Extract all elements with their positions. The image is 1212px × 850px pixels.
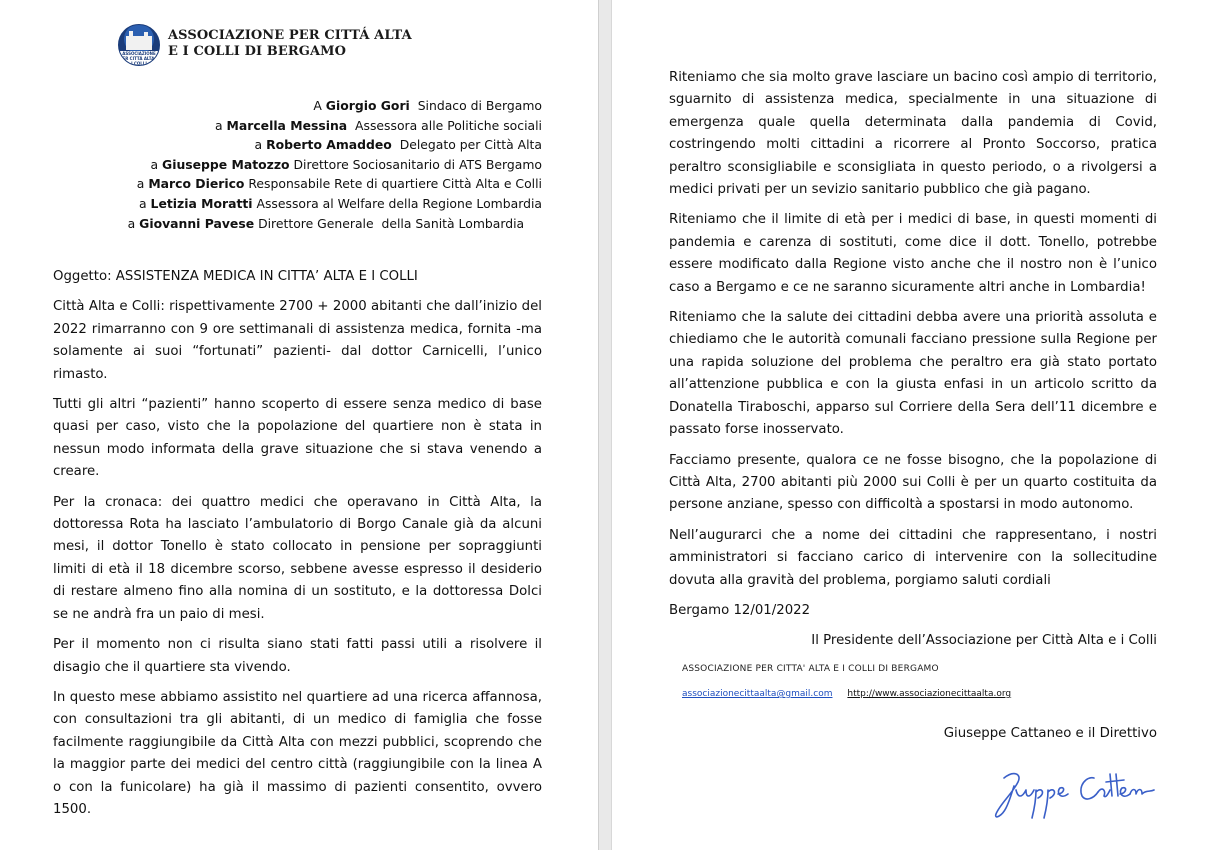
paragraph: In questo mese abbiamo assistito nel quartiere ad una ricerca affannosa, con consultazioni tra gli abitanti, di un medico di famiglia che fosse facilmente raggiungibile da Città Alta con mezzi pubblici, scoprendo che la maggior parte dei medici del centro città (raggiungibile con la linea A o con la funicolare) ha già il massimo di pazienti consentito, ovvero 1500. (53, 689, 542, 817)
recipient-name: Giuseppe Matozzo (162, 156, 290, 172)
recipient-line: a Giovanni Pavese Direttore Generale della Sanità Lombardia (127, 215, 532, 231)
page-divider (598, 0, 599, 850)
recipient-line: a Letizia Moratti Assessora al Welfare della Regione Lombardia (139, 195, 542, 211)
letterhead-title (168, 28, 412, 60)
paragraph: Riteniamo che il limite di età per i medici di base, in questi momenti di pandemia e carenza di sostituti, come dice il dott. Tonello, potrebbe essere modificato dalla Regione visto anche che il nostro non è l’unico caso a Bergamo e ce ne saranno sicuramente altri anche in Lombardia! (669, 212, 1157, 295)
letter-body-right (669, 67, 1157, 653)
paragraph: Riteniamo che la salute dei cittadini debba avere una priorità assoluta e chiediamo che le autorità comunali facciano pressione sulla Regione per una rapida soluzione del problema che peraltro era già stato portato all’attenzione pubblica e con la giusta enfasi in un articolo scritto da Donatella Tiraboschi, apparso sul Corriere della Sera dell’11 dicembre e passato forse inosservato. (669, 310, 1157, 438)
recipient-line: a Marcella Messina Assessora alle Politiche sociali (214, 117, 542, 133)
paragraph: Per la cronaca: dei quattro medici che operavano in Città Alta, la dottoressa Rota ha lasciato l’ambulatorio di Borgo Canale già da alcuni mesi, il dottor Tonello è stato collocato in pensione per sopraggiunti limiti di età il 18 dicembre scorso, sebbene avesse espresso il desiderio di restare almeno fino alla nomina di un sostituto, e la dottoressa Dolci se ne andrà fra un paio di mesi. (53, 494, 542, 622)
document-page-2 (612, 0, 1212, 850)
paragraph: Nell’augurarci che a nome dei cittadini che rappresentano, i nostri amministratori si facciano carico di intervenire con la sollecitudine dovuta alla gravità del problema, porgiamo saluti cordiali (669, 527, 1157, 588)
recipients-block (128, 96, 542, 233)
paragraph: Per il momento non ci risulta siano stati fatti passi utili a risolvere il disagio che il quartiere sta vivendo. (53, 637, 542, 675)
letterhead (118, 24, 412, 66)
president-line: Il Presidente dell’Associazione per Città Alta e i Colli (811, 633, 1157, 649)
recipient-line: a Roberto Amaddeo Delegato per Città Alta (254, 137, 542, 153)
logo-text: ASSOCIAZIONE PER CITTÁ ALTA E I COLLI (119, 51, 159, 66)
paragraph: Città Alta e Colli: rispettivamente 2700 + 2000 abitanti che dall’inizio del 2022 rimarranno con 9 ore settimanali di assistenza medica, fornita -ma solamente ai suoi “fortunati” pazienti- dal dottor Carnicelli, l’unico rimasto. (53, 299, 542, 382)
document-page-1 (0, 0, 598, 850)
letter-body-left (53, 266, 542, 829)
handwritten-signature (990, 764, 1170, 824)
recipient-name: Roberto Amaddeo (266, 137, 392, 153)
recipient-name: Letizia Moratti (150, 195, 253, 211)
association-logo-icon (118, 24, 160, 66)
footer-organization: ASSOCIAZIONE PER CITTA' ALTA E I COLLI DI BERGAMO (682, 664, 939, 674)
email-link[interactable]: associazionecittaalta@gmail.com (682, 689, 833, 699)
paragraph: Tutti gli altri “pazienti” hanno scoperto di essere senza medico di base quasi per caso, visto che la popolazione del quartiere non è stata in nessun modo informata della grave situazione che si stava venendo a creare. (53, 397, 542, 480)
recipient-name: Marcella Messina (226, 117, 348, 133)
recipient-line: a Giuseppe Matozzo Direttore Sociosanitario di ATS Bergamo (150, 156, 542, 172)
footer-links (682, 688, 1011, 700)
recipient-line: a Marco Dierico Responsabile Rete di quartiere Città Alta e Colli (136, 176, 542, 192)
paragraph: Riteniamo che sia molto grave lasciare un bacino così ampio di territorio, sguarnito di assistenza medica, specialmente in una situazione di emergenza quale quella determinata dalla pandemia di Covid, costringendo molti cittadini a ricorrere al Pronto Soccorso, pratica peraltro sconsigliabile e sconsigliata in questo periodo, o a rivolgersi a medici privati per un sevizio sanitario pubblico che già pagano. (669, 70, 1157, 198)
signatory: Giuseppe Cattaneo e il Direttivo (943, 726, 1157, 741)
recipient-name: Giorgio Gori (325, 98, 410, 113)
letterhead-line-1: ASSOCIAZIONE PER CITTÁ ALTA (168, 28, 412, 43)
recipient-name: Marco Dierico (148, 176, 245, 192)
letterhead-line-2: E I COLLI DI BERGAMO (168, 44, 347, 59)
website-link[interactable]: http://www.associazionecittaalta.org (847, 689, 1012, 699)
paragraph: Facciamo presente, qualora ce ne fosse bisogno, che la popolazione di Città Alta, 2700 abitanti più 2000 sui Colli è per un quarto costituita da persone anziane, spesso con difficoltà a spostarsi in modo autonomo. (669, 452, 1157, 513)
recipient-line: A Giorgio Gori Sindaco di Bergamo (313, 98, 542, 113)
letter-date: Bergamo 12/01/2022 (669, 602, 811, 618)
letter-subject: Oggetto: ASSISTENZA MEDICA IN CITTA’ ALTA E I COLLI (53, 269, 418, 284)
recipient-name: Giovanni Pavese (139, 215, 255, 231)
